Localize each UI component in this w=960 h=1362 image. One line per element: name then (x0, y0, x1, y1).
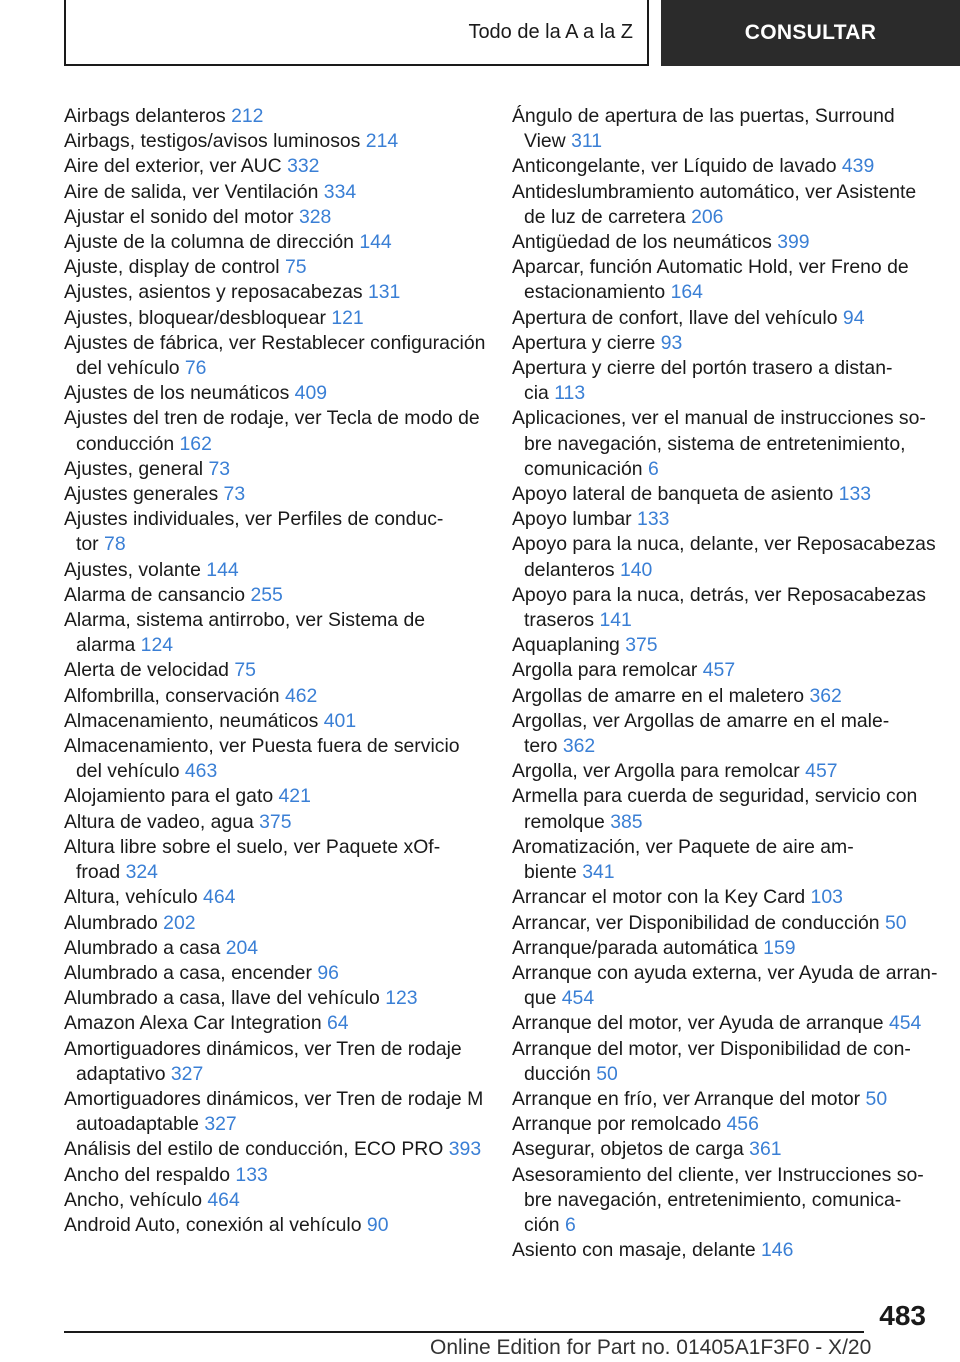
page-reference-link[interactable]: 124 (140, 634, 174, 657)
entry-text: Argollas de amarre en el maletero (512, 684, 810, 707)
entry-text: Ajustes de fábrica, ver Restablecer configuración (64, 331, 486, 354)
index-entry (64, 381, 484, 406)
entry-text: biente (524, 861, 583, 884)
entry-text: Ajustes individuales, ver Perfiles de conduc‐ (64, 508, 444, 531)
page-reference-link[interactable]: 113 (554, 382, 586, 405)
entry-text: Almacenamiento, neumáticos (64, 709, 324, 732)
index-entry (512, 633, 932, 658)
index-entry (64, 1087, 484, 1137)
entry-text: Ancho, vehículo (64, 1188, 208, 1211)
index-entry (512, 759, 932, 784)
entry-text: Arranque por remolcado (512, 1113, 727, 1136)
page-reference-link[interactable]: 50 (884, 911, 907, 934)
page-reference-link[interactable]: 464 (203, 886, 236, 909)
consult-tab[interactable]: CONSULTAR (661, 0, 960, 66)
index-entry (64, 835, 484, 885)
index-entry (512, 1137, 932, 1162)
entry-text: del vehículo (76, 357, 185, 380)
entry-text: que (524, 987, 562, 1010)
entry-text: Altura de vadeo, agua (64, 810, 260, 833)
page-reference-link[interactable]: 327 (204, 1113, 237, 1136)
entry-text: Antideslumbramiento automático, ver Asistente (512, 180, 917, 203)
entry-text: adaptativo (76, 1062, 171, 1085)
index-entry (512, 180, 932, 230)
page-reference-link[interactable]: 311 (571, 130, 602, 153)
page-reference-link[interactable]: 454 (561, 987, 595, 1010)
index-entry (512, 684, 932, 709)
page-reference-link[interactable]: 73 (208, 457, 231, 480)
index-entry (64, 104, 484, 129)
page-header (64, 0, 960, 66)
index-entry (64, 1137, 484, 1162)
page-number: 483 (879, 1300, 926, 1331)
entry-text: Alerta de velocidad (64, 659, 235, 682)
page-reference-link[interactable]: 50 (865, 1087, 888, 1110)
page-reference-link[interactable]: 212 (231, 105, 264, 127)
index-entry (64, 457, 484, 482)
entry-text: bre navegación, sistema de entretenimiento, (524, 432, 906, 455)
page-reference-link[interactable]: 76 (184, 357, 207, 380)
index-entry (512, 507, 932, 532)
index-entry (64, 507, 484, 557)
page-reference-link[interactable]: 362 (562, 735, 596, 758)
page-reference-link[interactable]: 133 (235, 1163, 268, 1186)
index-entry (64, 230, 484, 255)
entry-text: conducción (76, 432, 180, 455)
entry-text: de luz de carretera (524, 205, 692, 228)
index-entry (64, 280, 484, 305)
index-entry (64, 129, 484, 154)
index-entry (64, 558, 484, 583)
page-reference-link[interactable]: 96 (317, 961, 339, 984)
page-reference-link[interactable]: 327 (170, 1062, 204, 1085)
entry-text: Altura, vehículo (64, 886, 204, 909)
index-entry (64, 205, 484, 230)
index-entry (512, 356, 932, 406)
entry-text: tero (524, 735, 563, 758)
page-reference-link[interactable]: 94 (842, 306, 865, 329)
index-entry (512, 885, 932, 910)
entry-text: Argolla, ver Argolla para remolcar (512, 760, 806, 783)
index-column-right (512, 104, 938, 1263)
index-entry (64, 1037, 484, 1087)
index-entry (512, 1112, 932, 1137)
index-entry (512, 154, 932, 179)
entry-text: Aplicaciones, ver el manual de instrucciones so‐ (512, 407, 926, 430)
page-reference-link[interactable]: 375 (625, 634, 658, 657)
page-reference-link[interactable]: 204 (225, 936, 259, 959)
entry-text: Alarma, sistema antirrobo, ver Sistema de (64, 609, 426, 632)
page-reference-link[interactable]: 73 (223, 483, 246, 506)
index-entry (512, 583, 932, 633)
entry-text: bre navegación, entretenimiento, comunica‐ (524, 1188, 902, 1211)
page-reference-link[interactable]: 332 (287, 155, 320, 178)
footer-divider (64, 1331, 864, 1333)
entry-text: Aire de salida, ver Ventilación (64, 180, 324, 203)
entry-text: Análisis del estilo de conducción, ECO PRO (64, 1138, 449, 1161)
page-reference-link[interactable]: 75 (234, 659, 256, 682)
page-reference-link[interactable]: 206 (691, 205, 724, 228)
index-entry (512, 1238, 932, 1263)
footer-edition-text: Online Edition for Part no. 01405A1F3F0 - X/20 (430, 1336, 872, 1359)
entry-text: Alojamiento para el gato (64, 785, 279, 808)
entry-text: autoadaptable (76, 1113, 205, 1136)
entry-text: Arranque del motor, ver Disponibilidad de con‐ (512, 1037, 911, 1060)
index-entry (64, 810, 484, 835)
page-reference-link[interactable]: 75 (284, 256, 307, 279)
entry-text: Aquaplaning (512, 634, 626, 657)
page-reference-link[interactable]: 362 (809, 684, 842, 707)
page-reference-link[interactable]: 6 (647, 457, 659, 480)
page-reference-link[interactable]: 131 (367, 281, 401, 304)
entry-text: ducción (524, 1062, 597, 1085)
entry-text: Ajustar el sonido del motor (64, 205, 299, 228)
index-entry (512, 104, 932, 154)
index-entry (64, 986, 484, 1011)
entry-text: Ajustes, volante (64, 558, 207, 581)
entry-text: Apertura de confort, llave del vehículo (512, 306, 843, 329)
index-entry (512, 1011, 932, 1036)
page-reference-link[interactable]: 393 (448, 1138, 482, 1161)
index-entry (64, 885, 484, 910)
entry-text: Apoyo para la nuca, detrás, ver Reposacabezas (512, 583, 926, 606)
index-entry (512, 406, 932, 482)
entry-text: Aire del exterior, ver AUC (64, 155, 288, 178)
page-reference-link[interactable]: 140 (619, 558, 653, 581)
page-reference-link[interactable]: 90 (366, 1213, 389, 1236)
entry-text: Ajustes del tren de rodaje, ver Tecla de modo de (64, 407, 480, 430)
index-entry (512, 306, 932, 331)
index-entry (64, 961, 484, 986)
index-entry (512, 1087, 932, 1112)
entry-text: Arranque del motor, ver Ayuda de arranque (512, 1012, 889, 1035)
entry-text: Alumbrado a casa, llave del vehículo (64, 987, 386, 1010)
entry-text: Aparcar, función Automatic Hold, ver Freno de (512, 256, 909, 279)
entry-text: Alfombrilla, conservación (64, 684, 285, 707)
index-entry (64, 154, 484, 179)
index-entry (64, 709, 484, 734)
entry-text: alarma (76, 634, 141, 657)
index-entry (64, 734, 484, 784)
entry-text: Amortiguadores dinámicos, ver Tren de rodaje M (64, 1087, 484, 1110)
index-tab[interactable]: Todo de la A a la Z (64, 0, 649, 66)
entry-text: Apoyo lateral de banqueta de asiento (512, 483, 839, 506)
entry-text: Alarma de cansancio (64, 583, 251, 606)
page-reference-link[interactable]: 456 (726, 1113, 759, 1136)
index-entry (64, 583, 484, 608)
entry-text: Asesoramiento del cliente, ver Instrucciones so‐ (512, 1163, 924, 1186)
page-reference-link[interactable]: 385 (610, 810, 643, 833)
page-reference-link[interactable]: 6 (564, 1213, 576, 1236)
page-reference-link[interactable]: 144 (359, 231, 392, 254)
index-entry (512, 1163, 932, 1239)
entry-text: comunicación (524, 457, 648, 480)
entry-text: traseros (524, 609, 600, 632)
entry-text: Ajuste, display de control (64, 256, 285, 279)
entry-text: Ajustes, general (64, 457, 209, 480)
index-entry (512, 835, 932, 885)
page-reference-link[interactable]: 133 (838, 483, 872, 506)
entry-text: Ángulo de apertura de las puertas, Surround (512, 105, 895, 127)
page-reference-link[interactable]: 324 (125, 861, 158, 884)
entry-text: View (524, 130, 572, 153)
entry-text: Asegurar, objetos de carga (512, 1138, 750, 1161)
index-entry (64, 1163, 484, 1188)
index-entry (512, 532, 936, 582)
index-entry (64, 482, 484, 507)
index-entry (64, 1011, 484, 1036)
page-reference-link[interactable]: 133 (637, 508, 670, 531)
page-reference-link[interactable]: 141 (599, 609, 632, 632)
page-reference-link[interactable]: 93 (660, 331, 683, 354)
index-entry (512, 331, 932, 356)
entry-text: Ajustes, bloquear/desbloquear (64, 306, 332, 329)
page-reference-link[interactable]: 454 (888, 1012, 922, 1035)
entry-text: del vehículo (76, 760, 185, 783)
entry-text: Alumbrado (64, 911, 164, 934)
entry-text: froad (76, 861, 126, 884)
page-reference-link[interactable]: 457 (702, 659, 736, 682)
page-reference-link[interactable]: 457 (805, 760, 838, 783)
index-entry (64, 684, 484, 709)
entry-text: Airbags delanteros (64, 105, 232, 127)
page-reference-link[interactable]: 463 (184, 760, 218, 783)
entry-text: Apertura y cierre del portón trasero a distan‐ (512, 357, 893, 380)
index-entry (64, 255, 484, 280)
page-reference-link[interactable]: 328 (298, 205, 332, 228)
page-reference-link[interactable]: 121 (331, 306, 364, 329)
entry-text: Apertura y cierre (512, 331, 661, 354)
entry-text: remolque (524, 810, 611, 833)
entry-text: Anticongelante, ver Líquido de lavado (512, 155, 842, 178)
index-entry (64, 306, 484, 331)
entry-text: Apoyo lumbar (512, 508, 638, 531)
entry-text: cia (524, 382, 555, 405)
entry-text: Ajustes de los neumáticos (64, 382, 295, 405)
index-entry (64, 608, 484, 658)
page-reference-link[interactable]: 162 (179, 432, 212, 455)
entry-text: Arrancar el motor con la Key Card (512, 886, 811, 909)
page-reference-link[interactable]: 334 (323, 180, 357, 203)
entry-text: Alumbrado a casa (64, 936, 226, 959)
entry-text: delanteros (524, 558, 620, 581)
entry-text: Ajustes, asientos y reposacabezas (64, 281, 368, 304)
index-entry (512, 911, 932, 936)
page-reference-link[interactable]: 375 (259, 810, 292, 833)
page-reference-link[interactable]: 50 (596, 1062, 618, 1085)
page-reference-link[interactable]: 103 (810, 886, 843, 909)
page-reference-link[interactable]: 341 (582, 861, 615, 884)
page-reference-link[interactable]: 146 (761, 1239, 794, 1262)
index-entry (512, 482, 932, 507)
entry-text: Arranque con ayuda externa, ver Ayuda de arran‐ (512, 961, 938, 984)
index-entry (512, 709, 932, 759)
entry-text: Ancho del respaldo (64, 1163, 236, 1186)
entry-text: Ajustes generales (64, 483, 224, 506)
entry-text: Alumbrado a casa, encender (64, 961, 318, 984)
entry-text: Airbags, testigos/avisos luminosos (64, 130, 366, 153)
index-entry (64, 784, 484, 809)
index-entry (512, 936, 932, 961)
index-entry (64, 1213, 484, 1238)
index-entry (64, 658, 484, 683)
entry-text: Asiento con masaje, delante (512, 1239, 762, 1262)
index-entry (512, 230, 932, 255)
entry-text: Arranque/parada automática (512, 936, 764, 959)
entry-text: Apoyo para la nuca, delante, ver Reposacabezas (512, 533, 936, 556)
page-reference-link[interactable]: 421 (278, 785, 311, 808)
entry-text: Argollas, ver Argollas de amarre en el male‐ (512, 709, 890, 732)
entry-text: Almacenamiento, ver Puesta fuera de servicio (64, 735, 460, 758)
index-entry (512, 255, 932, 305)
entry-text: Aromatización, ver Paquete de aire am‐ (512, 835, 854, 858)
index-column-left (64, 104, 484, 1238)
index-entry (64, 331, 484, 381)
page-reference-link[interactable]: 214 (365, 130, 399, 153)
page-reference-link[interactable]: 409 (294, 382, 328, 405)
index-entry (64, 911, 484, 936)
page-reference-link[interactable]: 464 (207, 1188, 240, 1211)
page-reference-link[interactable]: 361 (749, 1138, 782, 1161)
index-entry (512, 1037, 932, 1087)
page-reference-link[interactable]: 255 (250, 583, 283, 606)
entry-text: Ajuste de la columna de dirección (64, 231, 360, 254)
index-entry (512, 961, 938, 1011)
index-entry (64, 406, 484, 456)
page-reference-link[interactable]: 159 (763, 936, 796, 959)
entry-text: ción (524, 1213, 565, 1236)
entry-text: Antigüedad de los neumáticos (512, 231, 778, 254)
entry-text: Armella para cuerda de seguridad, servicio con (512, 785, 918, 808)
entry-text: Arranque en frío, ver Arranque del motor (512, 1087, 866, 1110)
page-reference-link[interactable]: 64 (327, 1012, 349, 1035)
entry-text: Amortiguadores dinámicos, ver Tren de rodaje (64, 1037, 462, 1060)
index-entry (64, 180, 484, 205)
page-reference-link[interactable]: 401 (323, 709, 357, 732)
entry-text: Amazon Alexa Car Integration (64, 1012, 327, 1035)
index-entry (64, 936, 484, 961)
entry-text: Android Auto, conexión al vehículo (64, 1213, 367, 1236)
page-reference-link[interactable]: 123 (385, 987, 418, 1010)
page-reference-link[interactable]: 144 (206, 558, 239, 581)
entry-text: Altura libre sobre el suelo, ver Paquete xOf‐ (64, 835, 441, 858)
entry-text: Argolla para remolcar (512, 659, 703, 682)
entry-text: tor (76, 533, 105, 556)
page-reference-link[interactable]: 202 (163, 911, 196, 934)
page-reference-link[interactable]: 462 (284, 684, 318, 707)
page-reference-link[interactable]: 439 (841, 155, 875, 178)
entry-text: Arrancar, ver Disponibilidad de conducción (512, 911, 885, 934)
entry-text: estacionamiento (524, 281, 671, 304)
index-entry (64, 1188, 484, 1213)
index-entry (512, 658, 932, 683)
page-reference-link[interactable]: 164 (670, 281, 703, 304)
index-entry (512, 784, 932, 834)
page-reference-link[interactable]: 78 (104, 533, 126, 556)
page-reference-link[interactable]: 399 (777, 231, 810, 254)
